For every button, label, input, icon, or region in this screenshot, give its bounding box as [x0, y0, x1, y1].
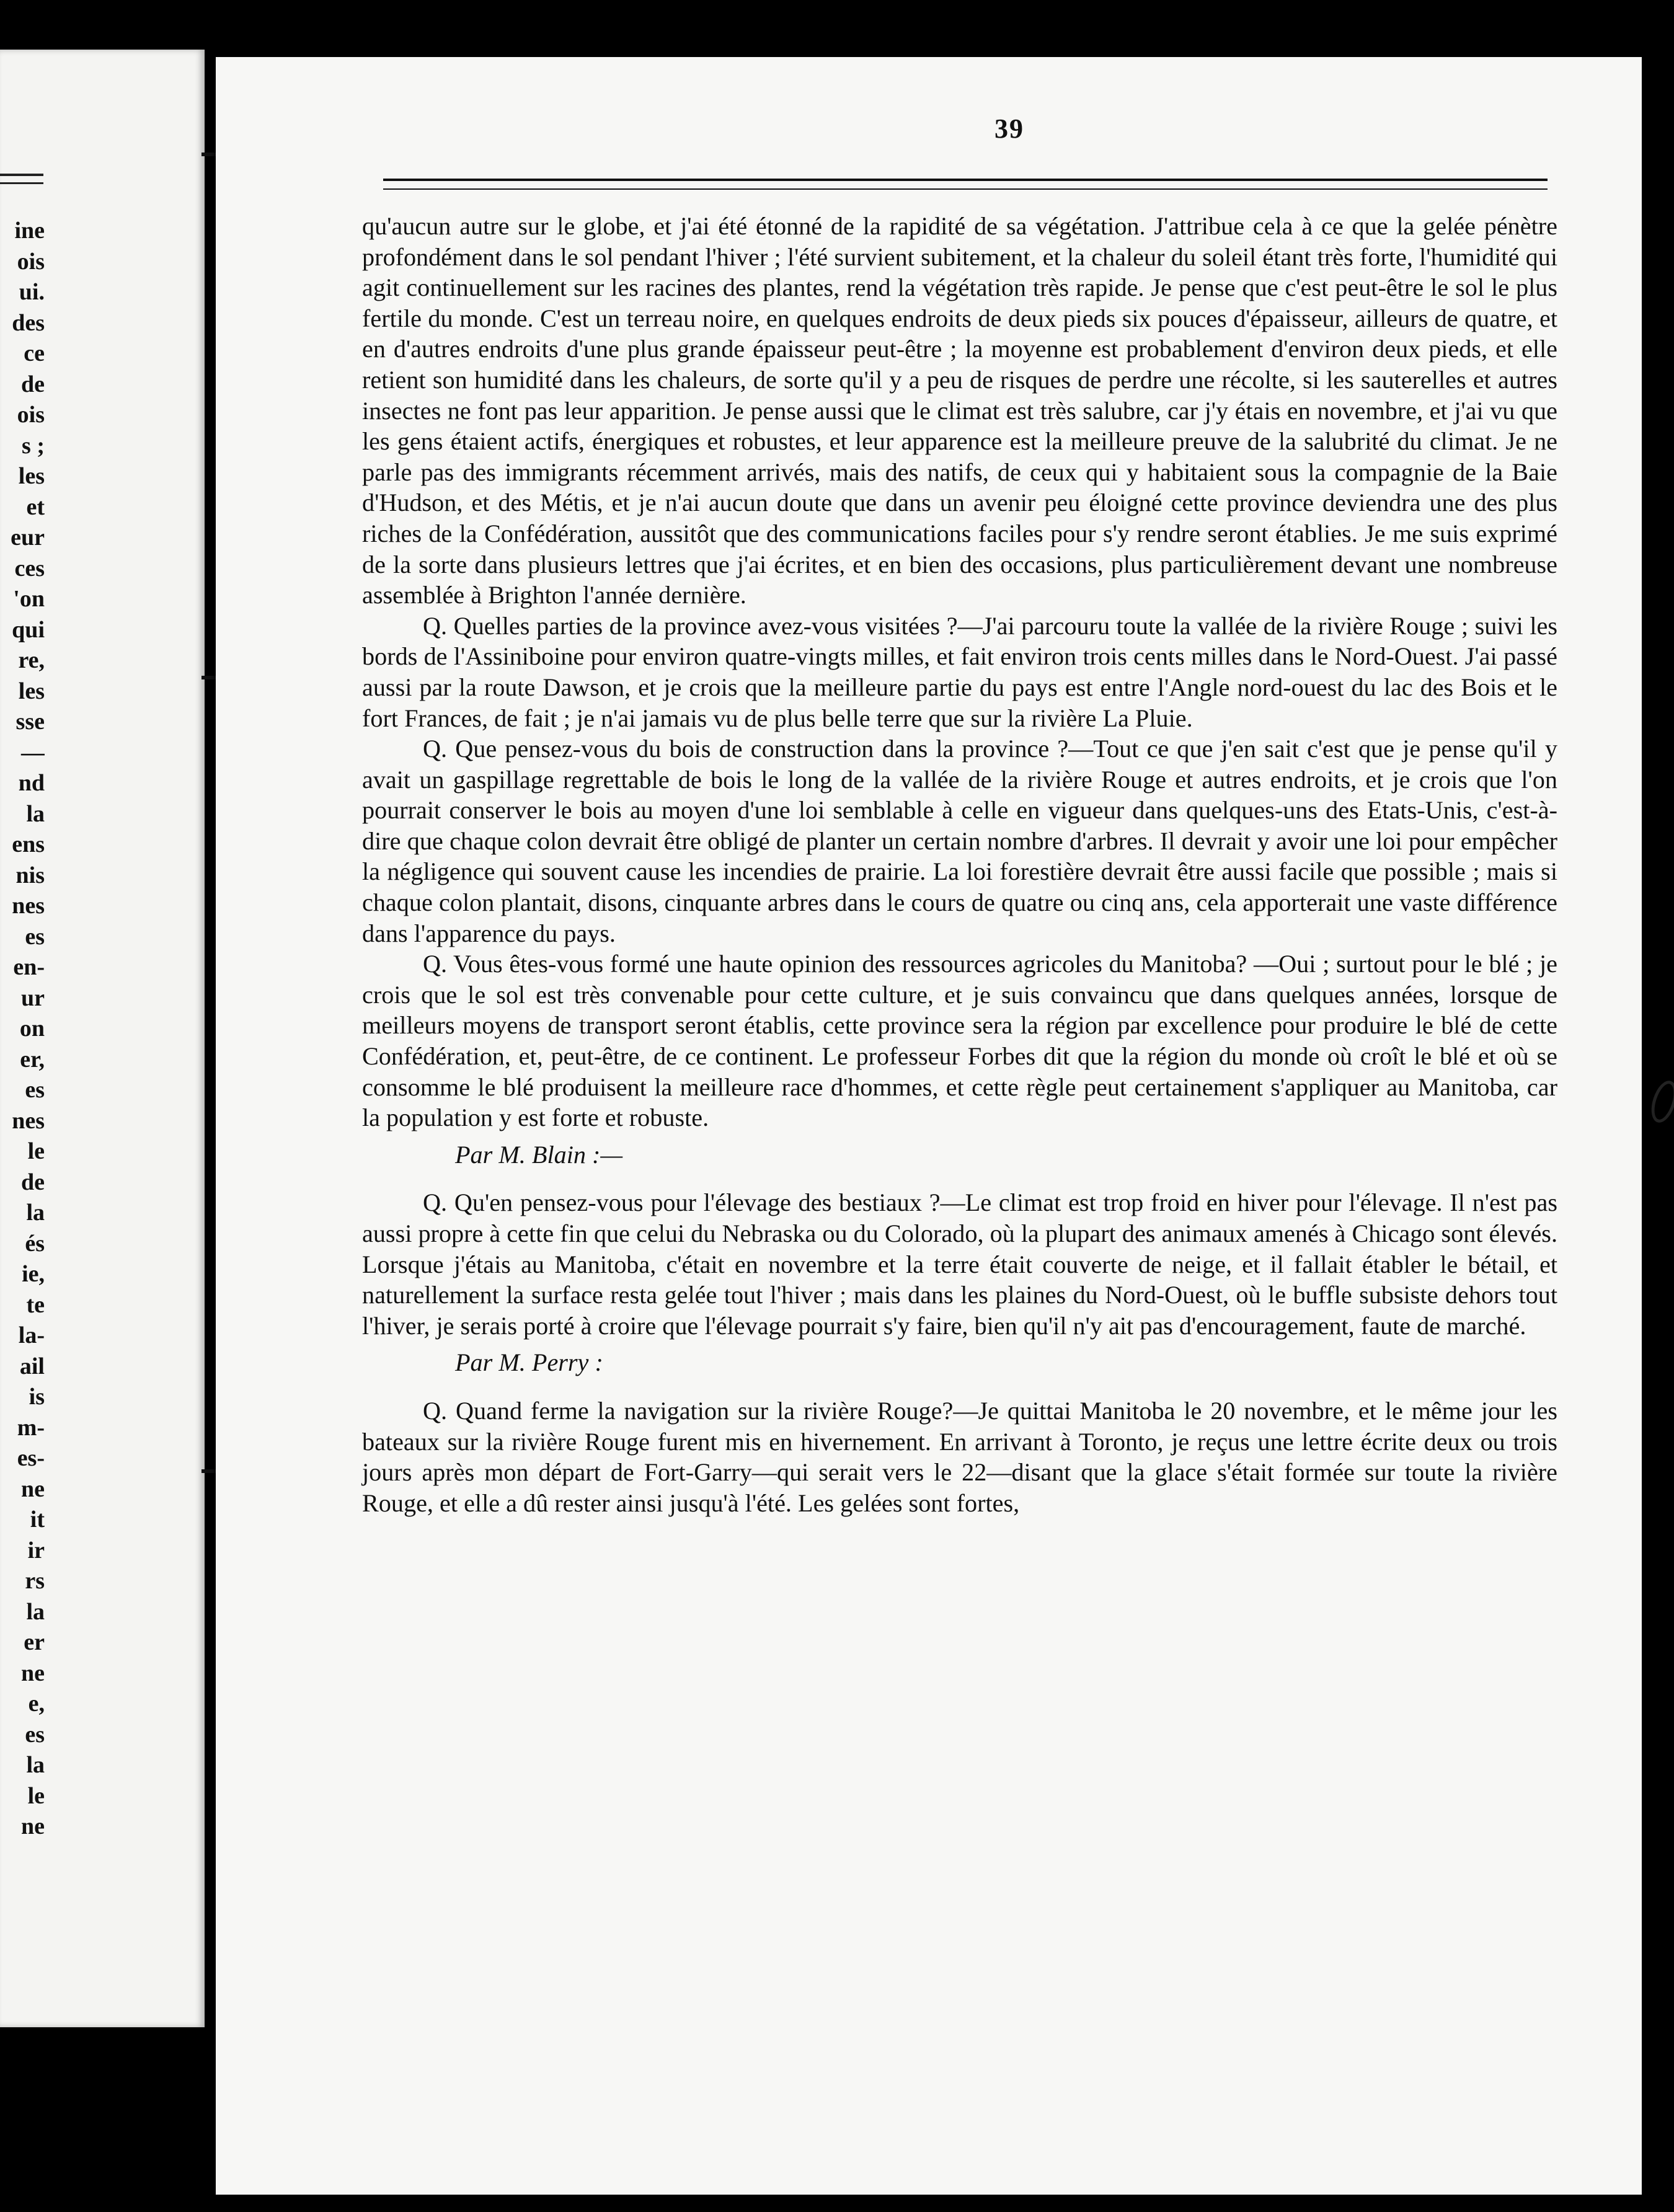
previous-page-fragment: m- [17, 1414, 45, 1441]
previous-page-fragment: ir [27, 1537, 45, 1564]
previous-page-fragment: ois [17, 248, 45, 275]
previous-page-fragment: nd [18, 770, 45, 796]
previous-page-fragment: ne [21, 1660, 45, 1686]
previous-page-fragment: ur [21, 984, 45, 1011]
previous-page-fragment: en- [13, 954, 45, 980]
previous-page-fragment: la [26, 1598, 45, 1625]
question-provinces-visited: Q. Quelles parties de la province avez-vous visitées ?—J'ai parcouru toute la vallée de la rivière Rouge ; suivi les bords de l'Assiniboine pour environ quatre-vingts milles, et fait environ trois cents milles dans le Nord-Ouest. J'ai passé aussi par la route Dawson, et je crois que la meilleure partie du pays est entre l'Angle nord-ouest du lac des Bois et le fort Frances, de fait ; je n'ai jamais vu de plus belle terre que sur la rivière La Pluie. [362, 611, 1557, 732]
previous-page-strip [0, 50, 205, 2027]
previous-page-fragment: de [21, 371, 45, 397]
previous-page-rule-thin [0, 182, 43, 184]
previous-page-rule [0, 174, 43, 176]
previous-page-fragment: les [18, 678, 45, 704]
question-timber: Q. Que pensez-vous du bois de construction dans la province ?—Tout ce que j'en sait c'est que je pense qu'il y avait un gaspillage regrettable de bois le long de la vallée de la rivière Rouge et autres endroits, et je crois que l'on pourrait conserver le bois au moyen d'une loi semblable à celle en vigueur dans quelques-uns des Etats-Unis, c'est-à-dire que chaque colon devrait être obligé de planter un certain nombre d'arbres. Il devrait y avoir une loi pour empêcher la négligence qui souvent cause les incendies de prairie. La loi forestière devrait être aussi facile que possible ; mais si chaque colon plantait, disons, cinquante arbres dans le cours de quatre ou cinq ans, cela apporterait une vaste différence dans l'apparence du pays. [362, 735, 1557, 947]
previous-page-fragment: 'on [13, 586, 45, 612]
previous-page-fragment: la [26, 1752, 45, 1778]
previous-page-fragment: on [19, 1015, 45, 1042]
previous-page-fragment: ne [21, 1813, 45, 1839]
previous-page-fragment: le [27, 1138, 45, 1164]
previous-page-fragment: es- [17, 1445, 45, 1471]
previous-page-fragment: e, [28, 1691, 45, 1717]
question-agricultural-resources: Q. Vous êtes-vous formé une haute opinion des ressources agricoles du Manitoba? —Oui ; surtout pour le blé ; je crois que le sol est très convenable pour cette culture, et je suis convaincu que dans quelques années, lorsque de meilleurs moyens de transport seront établis, cette province sera la région par excellence pour produire le blé de cette Confédération, et, peut-être, de ce continent. Le professeur Forbes dit que la région du monde où croît le blé et où se consomme le blé produisent la meilleure race d'hommes, et cette règle peut certainement s'appliquer au Manitoba, car la population y est forte et robuste. [362, 950, 1557, 1132]
previous-page-fragment: ie, [22, 1261, 45, 1287]
previous-page-fragment: rs [25, 1568, 45, 1594]
scan-border [216, 2195, 1642, 2212]
speaker-heading-perry: Par M. Perry : [455, 1348, 603, 1377]
previous-page-fragment: le [27, 1782, 45, 1809]
previous-page-fragment: és [25, 1230, 45, 1257]
previous-page-fragment: er [24, 1629, 45, 1655]
previous-page-fragment: ois [17, 402, 45, 428]
previous-page-fragment: nis [16, 862, 45, 888]
previous-page-fragment: it [30, 1506, 45, 1533]
previous-page-fragment: eur [11, 524, 45, 551]
previous-page-fragment: s ; [22, 432, 45, 459]
header-rule [383, 179, 1548, 181]
previous-page-text-fragments [0, 216, 45, 1843]
previous-page-fragment: ail [19, 1353, 45, 1379]
ink-blot-mark [1647, 1077, 1674, 1126]
previous-page-fragment: ui. [19, 279, 45, 305]
previous-page-fragment: te [26, 1291, 45, 1318]
previous-page-fragment: — [21, 739, 45, 766]
previous-page-fragment: la [26, 800, 45, 827]
previous-page-fragment: er, [20, 1046, 45, 1073]
document-page [216, 57, 1642, 2195]
previous-page-fragment: es [25, 1721, 45, 1748]
page-number: 39 [994, 113, 1024, 144]
previous-page-fragment: es [25, 1077, 45, 1103]
previous-page-fragment: ne [21, 1475, 45, 1502]
previous-page-fragment: sse [16, 709, 45, 735]
previous-page-fragment: de [21, 1169, 45, 1195]
previous-page-fragment: es [25, 923, 45, 950]
paragraph-continuation: qu'aucun autre sur le globe, et j'ai été étonné de la rapidité de sa végétation. J'attribue cela à ce que la gelée pénètre profondément dans le sol pendant l'hiver ; l'été survient subitement, et la chaleur du soleil étant très forte, l'humidité qui agit continuellement sur les racines des plantes, rend la végétation très rapide. Je pense que c'est peut-être le sol le plus fertile du monde. C'est un terreau noire, en quelques endroits de deux pieds six pouces d'épaisseur, ailleurs de quatre, et en d'autres endroits d'une plus grande épaisseur peut-être ; la moyenne est probablement d'environ deux pieds, et elle retient son humidité dans les chaleurs, de sorte qu'il y a peu de risques de perdre une récolte, si les sauterelles et autres insectes ne font pas leur apparition. Je pense aussi que le climat est très salubre, car j'y étais en novembre, et j'ai vu que les gens étaient actifs, énergiques et robustes, et leur apparence est la meilleure preuve de la salubrité du climat. Je ne parle pas des immigrants récemment arrivés, mais des natifs, de ceux qui y habitaient sous la compagnie de la Baie d'Hudson, et des Métis, et je n'ai aucun doute que dans un avenir peu éloigné cette province deviendra une des plus riches de la Confédération, aussitôt que des communications faciles pour s'y rendre seront établies. Je me suis exprimé de la sorte dans plusieurs lettres que j'ai écrites, et en bien des occasions, plus particulièrement devant une nombreuse assemblée à Brighton l'année dernière. [362, 212, 1557, 609]
previous-page-fragment: nes [12, 1107, 45, 1134]
previous-page-fragment: ine [14, 218, 45, 244]
header-rule-thin [383, 188, 1548, 190]
speaker-heading-blain: Par M. Blain :— [455, 1140, 623, 1169]
previous-page-fragment: et [26, 493, 45, 520]
previous-page-fragment: is [29, 1384, 45, 1410]
previous-page-fragment: des [12, 309, 45, 336]
previous-page-fragment: ce [24, 340, 45, 366]
previous-page-fragment: ens [12, 831, 45, 857]
previous-page-fragment: qui [12, 616, 45, 643]
text-column [362, 211, 1557, 1518]
previous-page-fragment: ces [14, 555, 45, 582]
question-navigation-red-river: Q. Quand ferme la navigation sur la rivière Rouge?—Je quittai Manitoba le 20 novembre, et le même jour les bateaux sur la rivière Rouge furent mis en hivernement. En arrivant à Toronto, je reçus une lettre écrite deux ou trois jours après mon départ de Fort-Garry—qui serait vers le 22—disant que la glace s'était formée sur toute la rivière Rouge, et elle a dû rester ainsi jusqu'à l'été. Les gelées sont fortes, [362, 1396, 1557, 1517]
question-cattle-raising: Q. Qu'en pensez-vous pour l'élevage des bestiaux ?—Le climat est trop froid en hiver pour l'élevage. Il n'est pas aussi propre à cette fin que celui du Nebraska ou du Colorado, où la plupart des animaux amenés à Chicago sont élevés. Lorsque j'étais au Manitoba, c'était en novembre et la terre était couverte de neige, et il fallait établer le bétail, et naturellement la surface resta gelée tout l'hiver ; mais dans les plaines du Nord-Ouest, où le buffle subsiste dehors tout l'hiver, je serais porté à croire que l'élevage pourrait s'y faire, bien qu'il n'y ait pas d'encouragement, faute de marché. [362, 1188, 1557, 1340]
previous-page-fragment: la- [18, 1322, 45, 1348]
previous-page-fragment: re, [18, 647, 45, 673]
previous-page-fragment: nes [12, 893, 45, 919]
previous-page-fragment: la [26, 1200, 45, 1226]
previous-page-fragment: les [18, 463, 45, 489]
